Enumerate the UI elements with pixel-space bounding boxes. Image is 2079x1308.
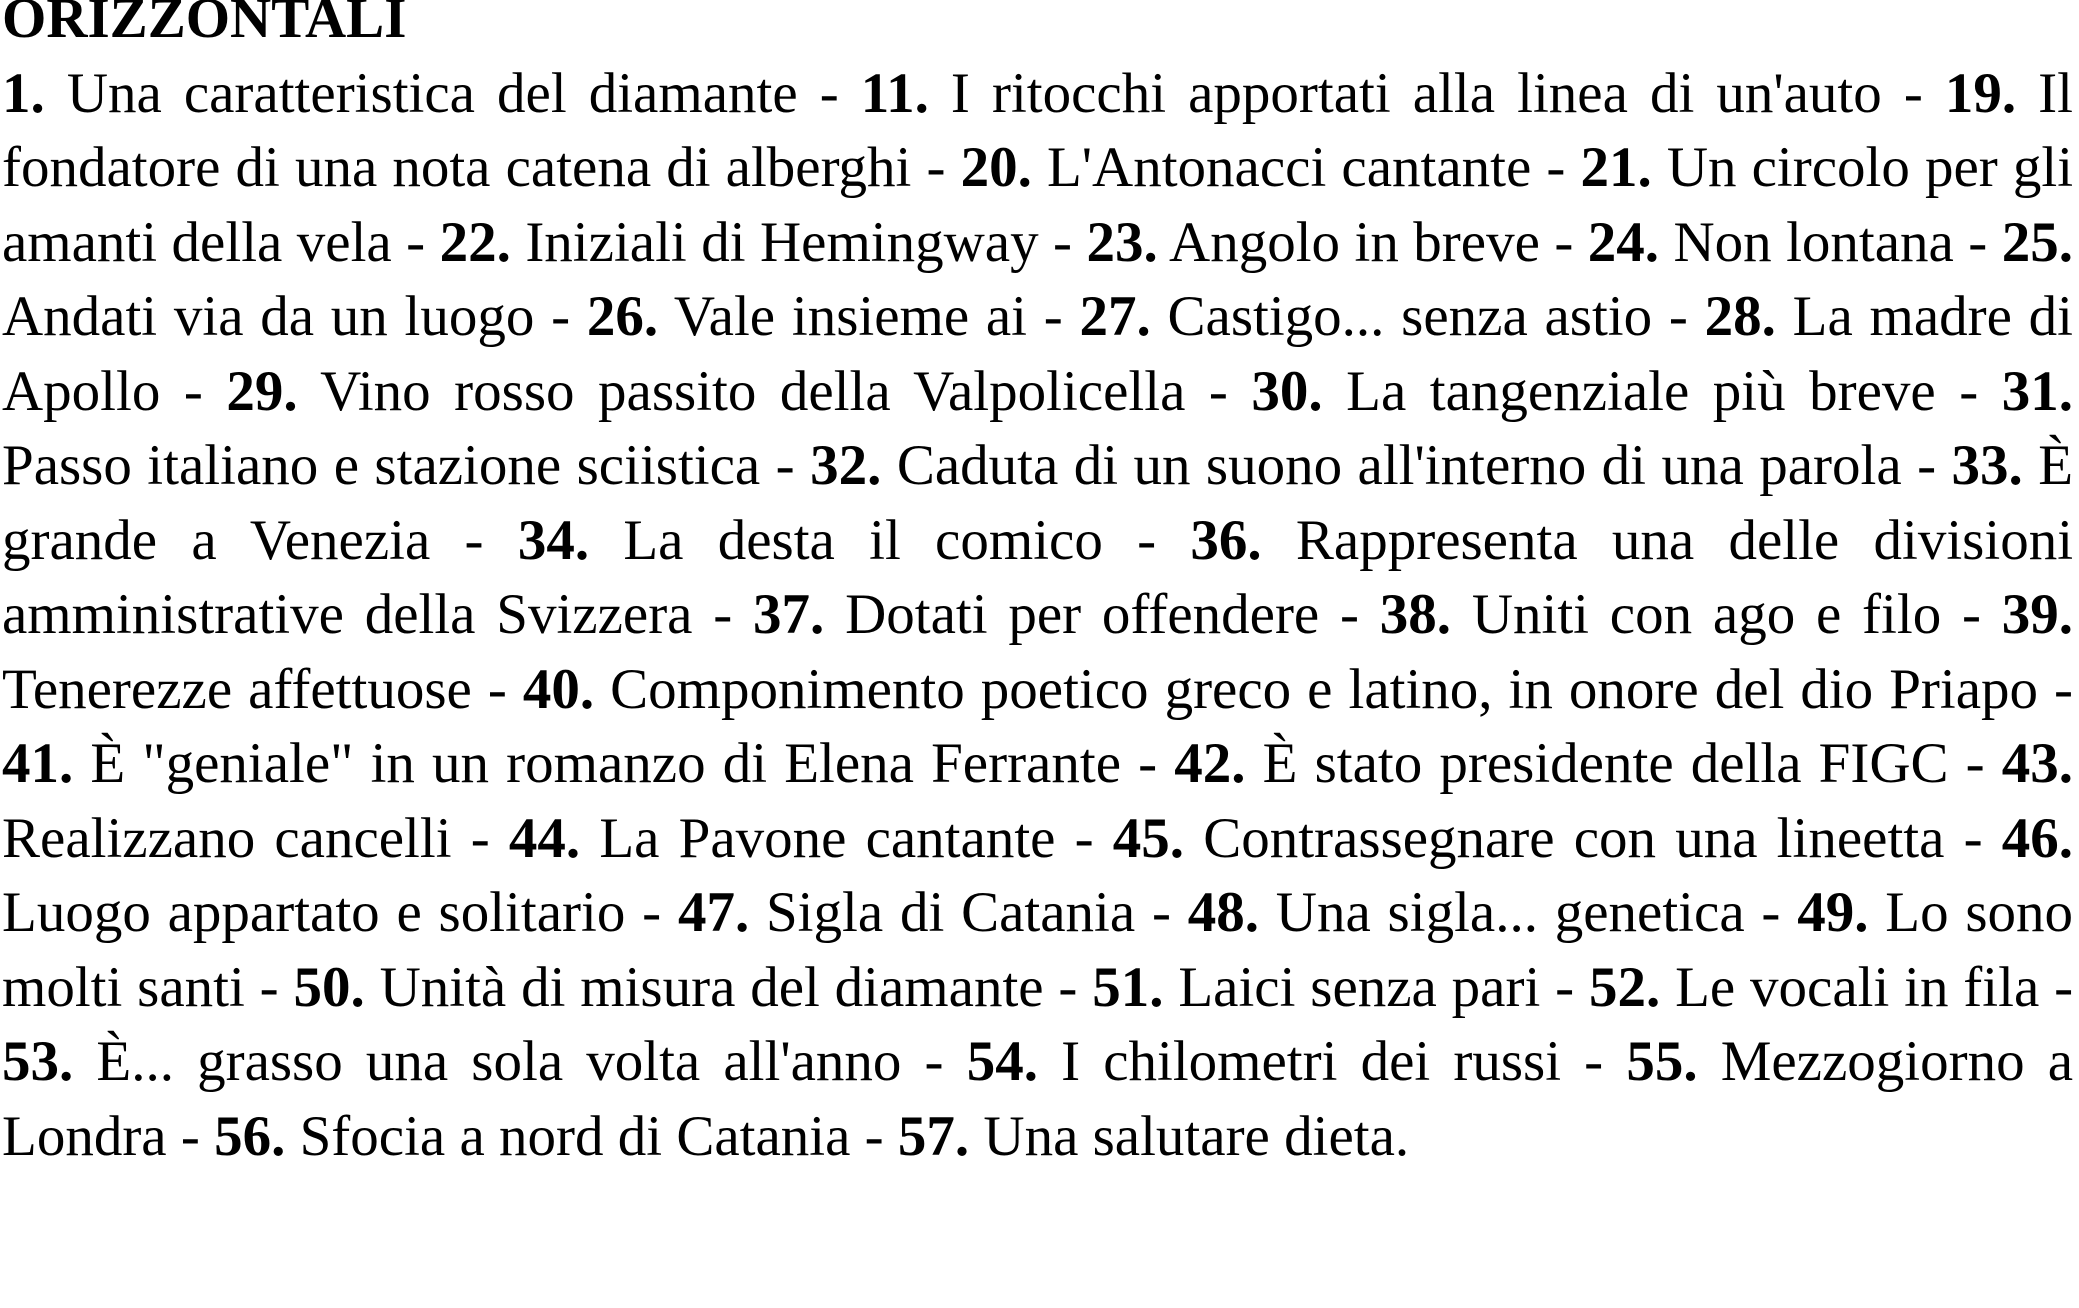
clue-number: 25. xyxy=(2001,210,2073,274)
clue-number: 21. xyxy=(1580,136,1652,199)
clue-text: È grande a Venezia xyxy=(2,434,2074,572)
clue-item xyxy=(440,211,1039,274)
clue-separator: - xyxy=(1881,61,1945,125)
clue-item xyxy=(678,881,1135,944)
clue-separator: - xyxy=(391,210,440,274)
clue-separator: - xyxy=(911,136,961,199)
clue-item xyxy=(2,1030,901,1093)
clue-separator: - xyxy=(1319,583,1380,646)
clue-text: Unità di misura del diamante xyxy=(379,955,1044,1019)
clue-number: 22. xyxy=(439,210,511,274)
clue-separator: - xyxy=(1027,285,1080,348)
clue-item xyxy=(294,956,1044,1019)
clue-number: 48. xyxy=(1187,881,1259,944)
clue-list xyxy=(2,57,2073,1175)
clue-separator: - xyxy=(244,955,294,1019)
clue-item xyxy=(1589,956,2039,1019)
clue-number: 42. xyxy=(1174,732,1246,795)
clue-item xyxy=(898,1105,1409,1168)
clue-number: 28. xyxy=(1704,285,1776,348)
clue-item xyxy=(2,732,1121,795)
clue-item xyxy=(1113,807,1945,870)
clue-text: Una caratteristica del diamante xyxy=(66,61,798,125)
clue-separator: - xyxy=(1941,583,2002,646)
clue-number: 43. xyxy=(2001,732,2074,795)
clue-text: Sfocia a nord di Catania xyxy=(299,1104,851,1168)
clue-separator: - xyxy=(1038,210,1087,274)
clue-item xyxy=(1086,211,1539,274)
clue-separator: - xyxy=(1185,359,1252,423)
clue-text: È "geniale" in un romanzo di Elena Ferrante xyxy=(90,732,1121,795)
clue-text: La desta il comico xyxy=(623,508,1103,572)
clue-text: Uniti con ago e filo xyxy=(1471,583,1942,646)
clue-text: Non lontana xyxy=(1673,210,1954,274)
clue-separator: - xyxy=(534,285,587,348)
clue-separator: - xyxy=(2039,955,2074,1019)
clue-separator: - xyxy=(1055,806,1113,870)
clue-text: È stato presidente della FIGC xyxy=(1262,732,1949,795)
clue-text: Componimento poetico greco e latino, in onore del dio Priapo xyxy=(610,657,2039,721)
clue-text: Tenerezze affettuose xyxy=(2,657,472,721)
clue-separator: - xyxy=(2038,657,2074,721)
clue-separator: - xyxy=(1744,881,1798,944)
clue-text: Realizzano cancelli xyxy=(2,806,452,870)
clue-text: Andati via da un luogo xyxy=(2,285,535,348)
clue-separator: - xyxy=(1135,881,1188,944)
clue-number: 36. xyxy=(1190,508,1262,572)
clue-separator: - xyxy=(850,1104,898,1168)
clue-separator: - xyxy=(1953,210,2002,274)
clue-number: 54. xyxy=(966,1030,1038,1093)
clue-number: 19. xyxy=(1944,61,2017,125)
clue-separator: - xyxy=(625,881,678,944)
clue-number: 52. xyxy=(1588,955,1661,1019)
clue-item xyxy=(961,136,1532,199)
clue-separator: - xyxy=(1901,434,1952,497)
clue-text: I ritocchi apportati alla linea di un'auto xyxy=(950,61,1882,125)
clue-number: 24. xyxy=(1587,210,1660,274)
clue-text: Iniziali di Hemingway xyxy=(525,210,1039,274)
clue-text: Il fondatore di una nota catena di alberghi xyxy=(2,61,2073,199)
clue-number: 26. xyxy=(586,285,659,348)
clue-text: Laici senza pari xyxy=(1178,955,1541,1019)
clue-item xyxy=(226,360,1185,423)
clue-number: 51. xyxy=(1092,955,1164,1019)
clue-text: Rappresenta una delle divisioni amministrative della Svizzera xyxy=(2,508,2074,646)
clue-number: 27. xyxy=(1079,285,1151,348)
clue-item xyxy=(967,1030,1561,1093)
clue-separator: - xyxy=(1102,508,1191,572)
clue-number: 57. xyxy=(897,1104,970,1168)
clue-separator: - xyxy=(1539,210,1588,274)
clue-number: 1. xyxy=(2,61,45,125)
clue-number: 39. xyxy=(2001,583,2074,646)
clue-number: 34. xyxy=(517,508,590,572)
clue-item xyxy=(1188,881,1745,944)
clue-separator: - xyxy=(1121,732,1175,795)
clue-text: Castigo... senza astio xyxy=(1167,285,1653,348)
clue-separator: - xyxy=(1540,955,1589,1019)
clue-text: Sigla di Catania xyxy=(765,881,1136,944)
clue-text: Le vocali in fila xyxy=(1675,955,2040,1019)
clue-number: 56. xyxy=(214,1104,286,1168)
clue-number: 33. xyxy=(1951,434,2023,497)
clue-separator: - xyxy=(1944,806,2002,870)
clue-text: Passo italiano e stazione sciistica xyxy=(2,434,761,497)
clue-item xyxy=(523,658,2038,721)
clue-item xyxy=(1092,956,1540,1019)
clue-number: 23. xyxy=(1086,210,1158,274)
clue-text: Un circolo per gli amanti della vela xyxy=(2,136,2074,274)
clue-number: 55. xyxy=(1626,1030,1698,1093)
clue-item xyxy=(587,285,1027,348)
clue-item xyxy=(810,434,1902,497)
clue-text: Una sigla... genetica xyxy=(1275,881,1745,944)
clue-item xyxy=(518,509,1103,572)
clue-text: Una salutare dieta. xyxy=(983,1104,1410,1168)
clue-separator: - xyxy=(471,657,523,721)
clue-separator: - xyxy=(160,359,227,423)
clue-number: 44. xyxy=(508,806,581,870)
clue-number: 20. xyxy=(960,136,1032,199)
clue-separator: - xyxy=(901,1030,967,1093)
clue-item xyxy=(214,1105,850,1168)
clue-text: La madre di Apollo xyxy=(2,285,2073,423)
clue-text: La Pavone cantante xyxy=(599,806,1056,870)
clue-separator: - xyxy=(1948,732,2002,795)
clue-text: L'Antonacci cantante xyxy=(1046,136,1532,199)
clue-separator: - xyxy=(1531,136,1581,199)
clue-text: Dotati per offendere xyxy=(845,583,1320,646)
clue-separator: - xyxy=(1561,1030,1627,1093)
clue-number: 45. xyxy=(1112,806,1185,870)
clue-separator: - xyxy=(760,434,811,497)
clue-text: È... grasso una sola volta all'anno xyxy=(96,1030,902,1093)
clue-text: Caduta di un suono all'interno di una parola xyxy=(896,434,1902,497)
clue-separator: - xyxy=(430,508,518,572)
clue-separator: - xyxy=(1935,359,2002,423)
clue-item xyxy=(1251,360,1935,423)
clue-number: 30. xyxy=(1251,359,1323,423)
clue-number: 50. xyxy=(293,955,365,1019)
clue-separator: - xyxy=(797,61,861,125)
clue-text: Vale insieme ai xyxy=(673,285,1028,348)
clue-number: 32. xyxy=(810,434,882,497)
clue-number: 40. xyxy=(522,657,595,721)
clue-item xyxy=(861,62,1882,125)
clue-number: 37. xyxy=(753,583,825,646)
clue-number: 53. xyxy=(2,1030,74,1093)
clue-item xyxy=(509,807,1056,870)
clue-item xyxy=(753,583,1319,646)
clue-item xyxy=(2,62,798,125)
clue-item xyxy=(1380,583,1941,646)
clue-text: Angolo in breve xyxy=(1169,210,1540,274)
clue-separator: - xyxy=(1043,955,1093,1019)
clue-number: 11. xyxy=(860,61,929,125)
clue-number: 31. xyxy=(2001,359,2073,423)
clue-number: 49. xyxy=(1797,881,1869,944)
clue-number: 46. xyxy=(2001,806,2074,870)
clue-number: 47. xyxy=(677,881,750,944)
clue-item xyxy=(1588,211,1954,274)
clue-number: 29. xyxy=(226,359,298,423)
section-title: ORIZZONTALI xyxy=(2,0,407,50)
clue-text: Mezzogiorno a Londra xyxy=(2,1030,2074,1168)
clue-separator: - xyxy=(692,583,754,646)
clue-text: I chilometri dei russi xyxy=(1061,1030,1562,1093)
clue-number: 41. xyxy=(2,732,74,795)
clue-text: Contrassegnare con una lineetta xyxy=(1203,806,1945,870)
clue-number: 38. xyxy=(1379,583,1452,646)
clue-separator: - xyxy=(166,1104,215,1168)
clue-text: La tangenziale più breve xyxy=(1346,359,1936,423)
clue-separator: - xyxy=(451,806,509,870)
clue-item xyxy=(1174,732,1948,795)
clue-item xyxy=(1080,285,1653,348)
clue-separator: - xyxy=(1652,285,1705,348)
clue-text: Vino rosso passito della Valpolicella xyxy=(320,359,1186,423)
clue-text: Luogo appartato e solitario xyxy=(2,881,626,944)
clue-text: Lo sono molti santi xyxy=(2,881,2074,1019)
